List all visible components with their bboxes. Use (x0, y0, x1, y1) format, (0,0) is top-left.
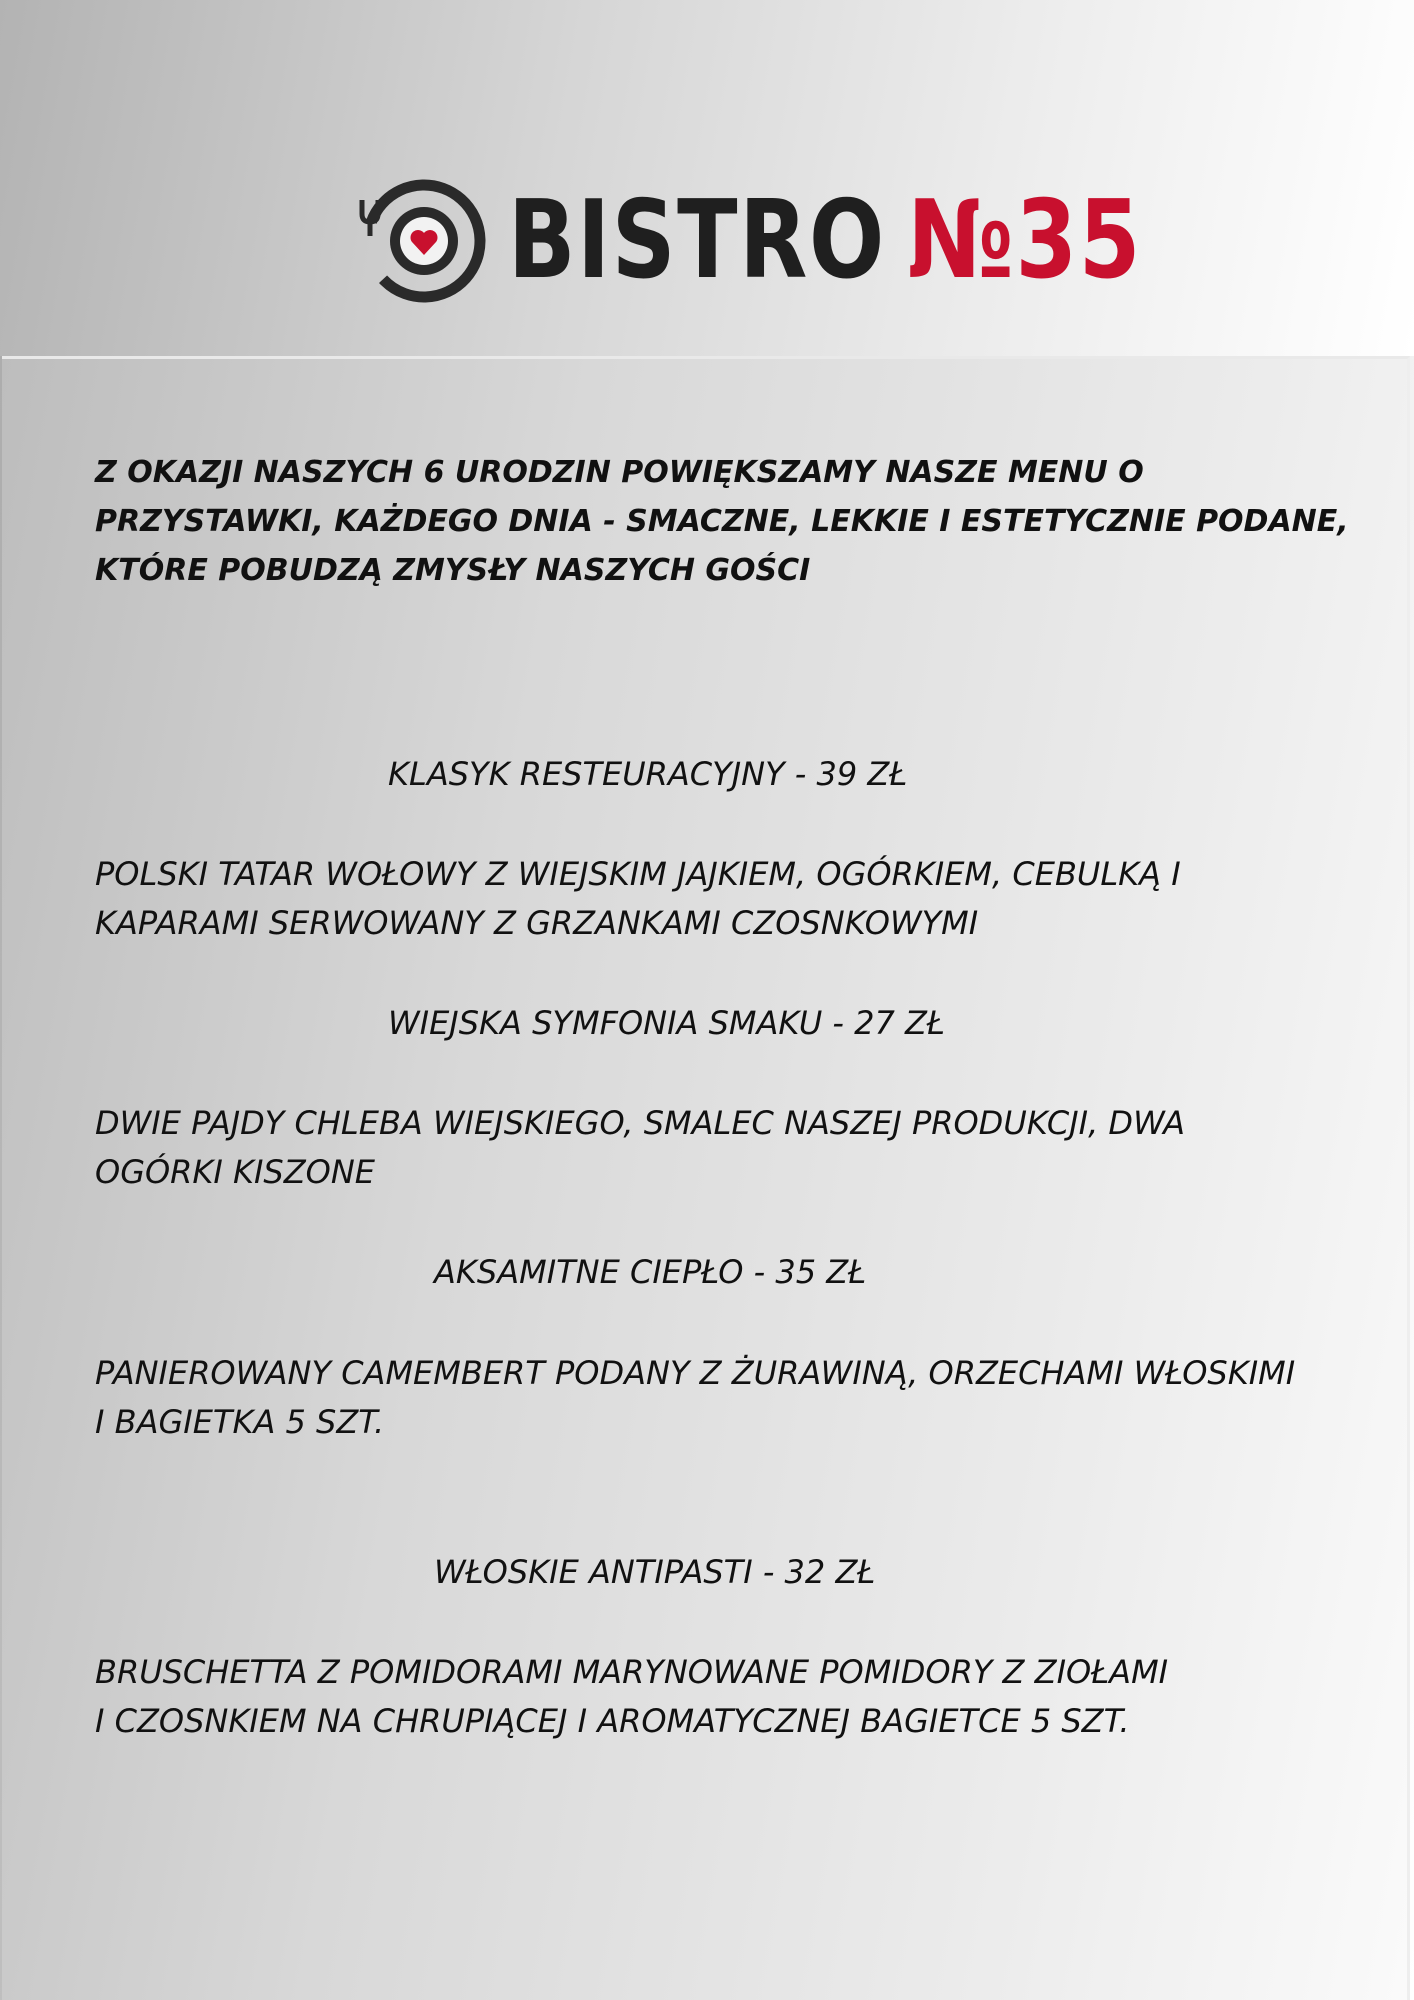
dish-description-line: OGÓRKI KISZONE (95, 1153, 375, 1191)
dish-title: WIEJSKA SYMFONIA SMAKU - 27 ZŁ (388, 1004, 945, 1042)
dish-description (95, 1349, 1355, 1447)
intro-announcement (95, 448, 1355, 595)
intro-line: KTÓRE POBUDZĄ ZMYSŁY NASZYCH GOŚCI (95, 553, 811, 588)
dish-description-line: DWIE PAJDY CHLEBA WIEJSKIEGO, SMALEC NASZEJ PRODUKCJI, DWA (95, 1104, 1185, 1142)
bistro-logo (356, 176, 1281, 306)
dish-description-line: PANIEROWANY CAMEMBERT PODANY Z ŻURAWINĄ, ORZECHAMI WŁOSKIMI (95, 1354, 1296, 1392)
logo-wordmark (508, 178, 1143, 303)
plate-heart-fork-icon (356, 176, 486, 306)
logo-number: №35 (907, 178, 1143, 303)
dish-description-line: KAPARAMI SERWOWANY Z GRZANKAMI CZOSNKOWYMI (95, 904, 979, 942)
dish-title: KLASYK RESTEURACYJNY - 39 ZŁ (388, 755, 908, 793)
dish-title: AKSAMITNE CIEPŁO - 35 ZŁ (434, 1253, 867, 1291)
dish-title: WŁOSKIE ANTIPASTI - 32 ZŁ (434, 1553, 876, 1591)
dish-description-line: BRUSCHETTA Z POMIDORAMI MARYNOWANE POMIDORY Z ZIOŁAMI (95, 1653, 1169, 1691)
dish-description-line: POLSKI TATAR WOŁOWY Z WIEJSKIM JAJKIEM, OGÓRKIEM, CEBULKĄ I (95, 855, 1181, 893)
dish-description (95, 1648, 1355, 1746)
intro-line: PRZYSTAWKI, KAŻDEGO DNIA - SMACZNE, LEKKIE I ESTETYCZNIE PODANE, (95, 504, 1349, 539)
intro-line: Z OKAZJI NASZYCH 6 URODZIN POWIĘKSZAMY NASZE MENU O (95, 455, 1144, 490)
dish-description (95, 1099, 1355, 1197)
dish-description-line: I BAGIETKA 5 SZT. (95, 1403, 385, 1441)
dish-description-line: I CZOSNKIEM NA CHRUPIĄCEJ I AROMATYCZNEJ BAGIETCE 5 SZT. (95, 1702, 1130, 1740)
logo-word-bistro: BISTRO (508, 178, 886, 303)
dish-description (95, 850, 1355, 948)
